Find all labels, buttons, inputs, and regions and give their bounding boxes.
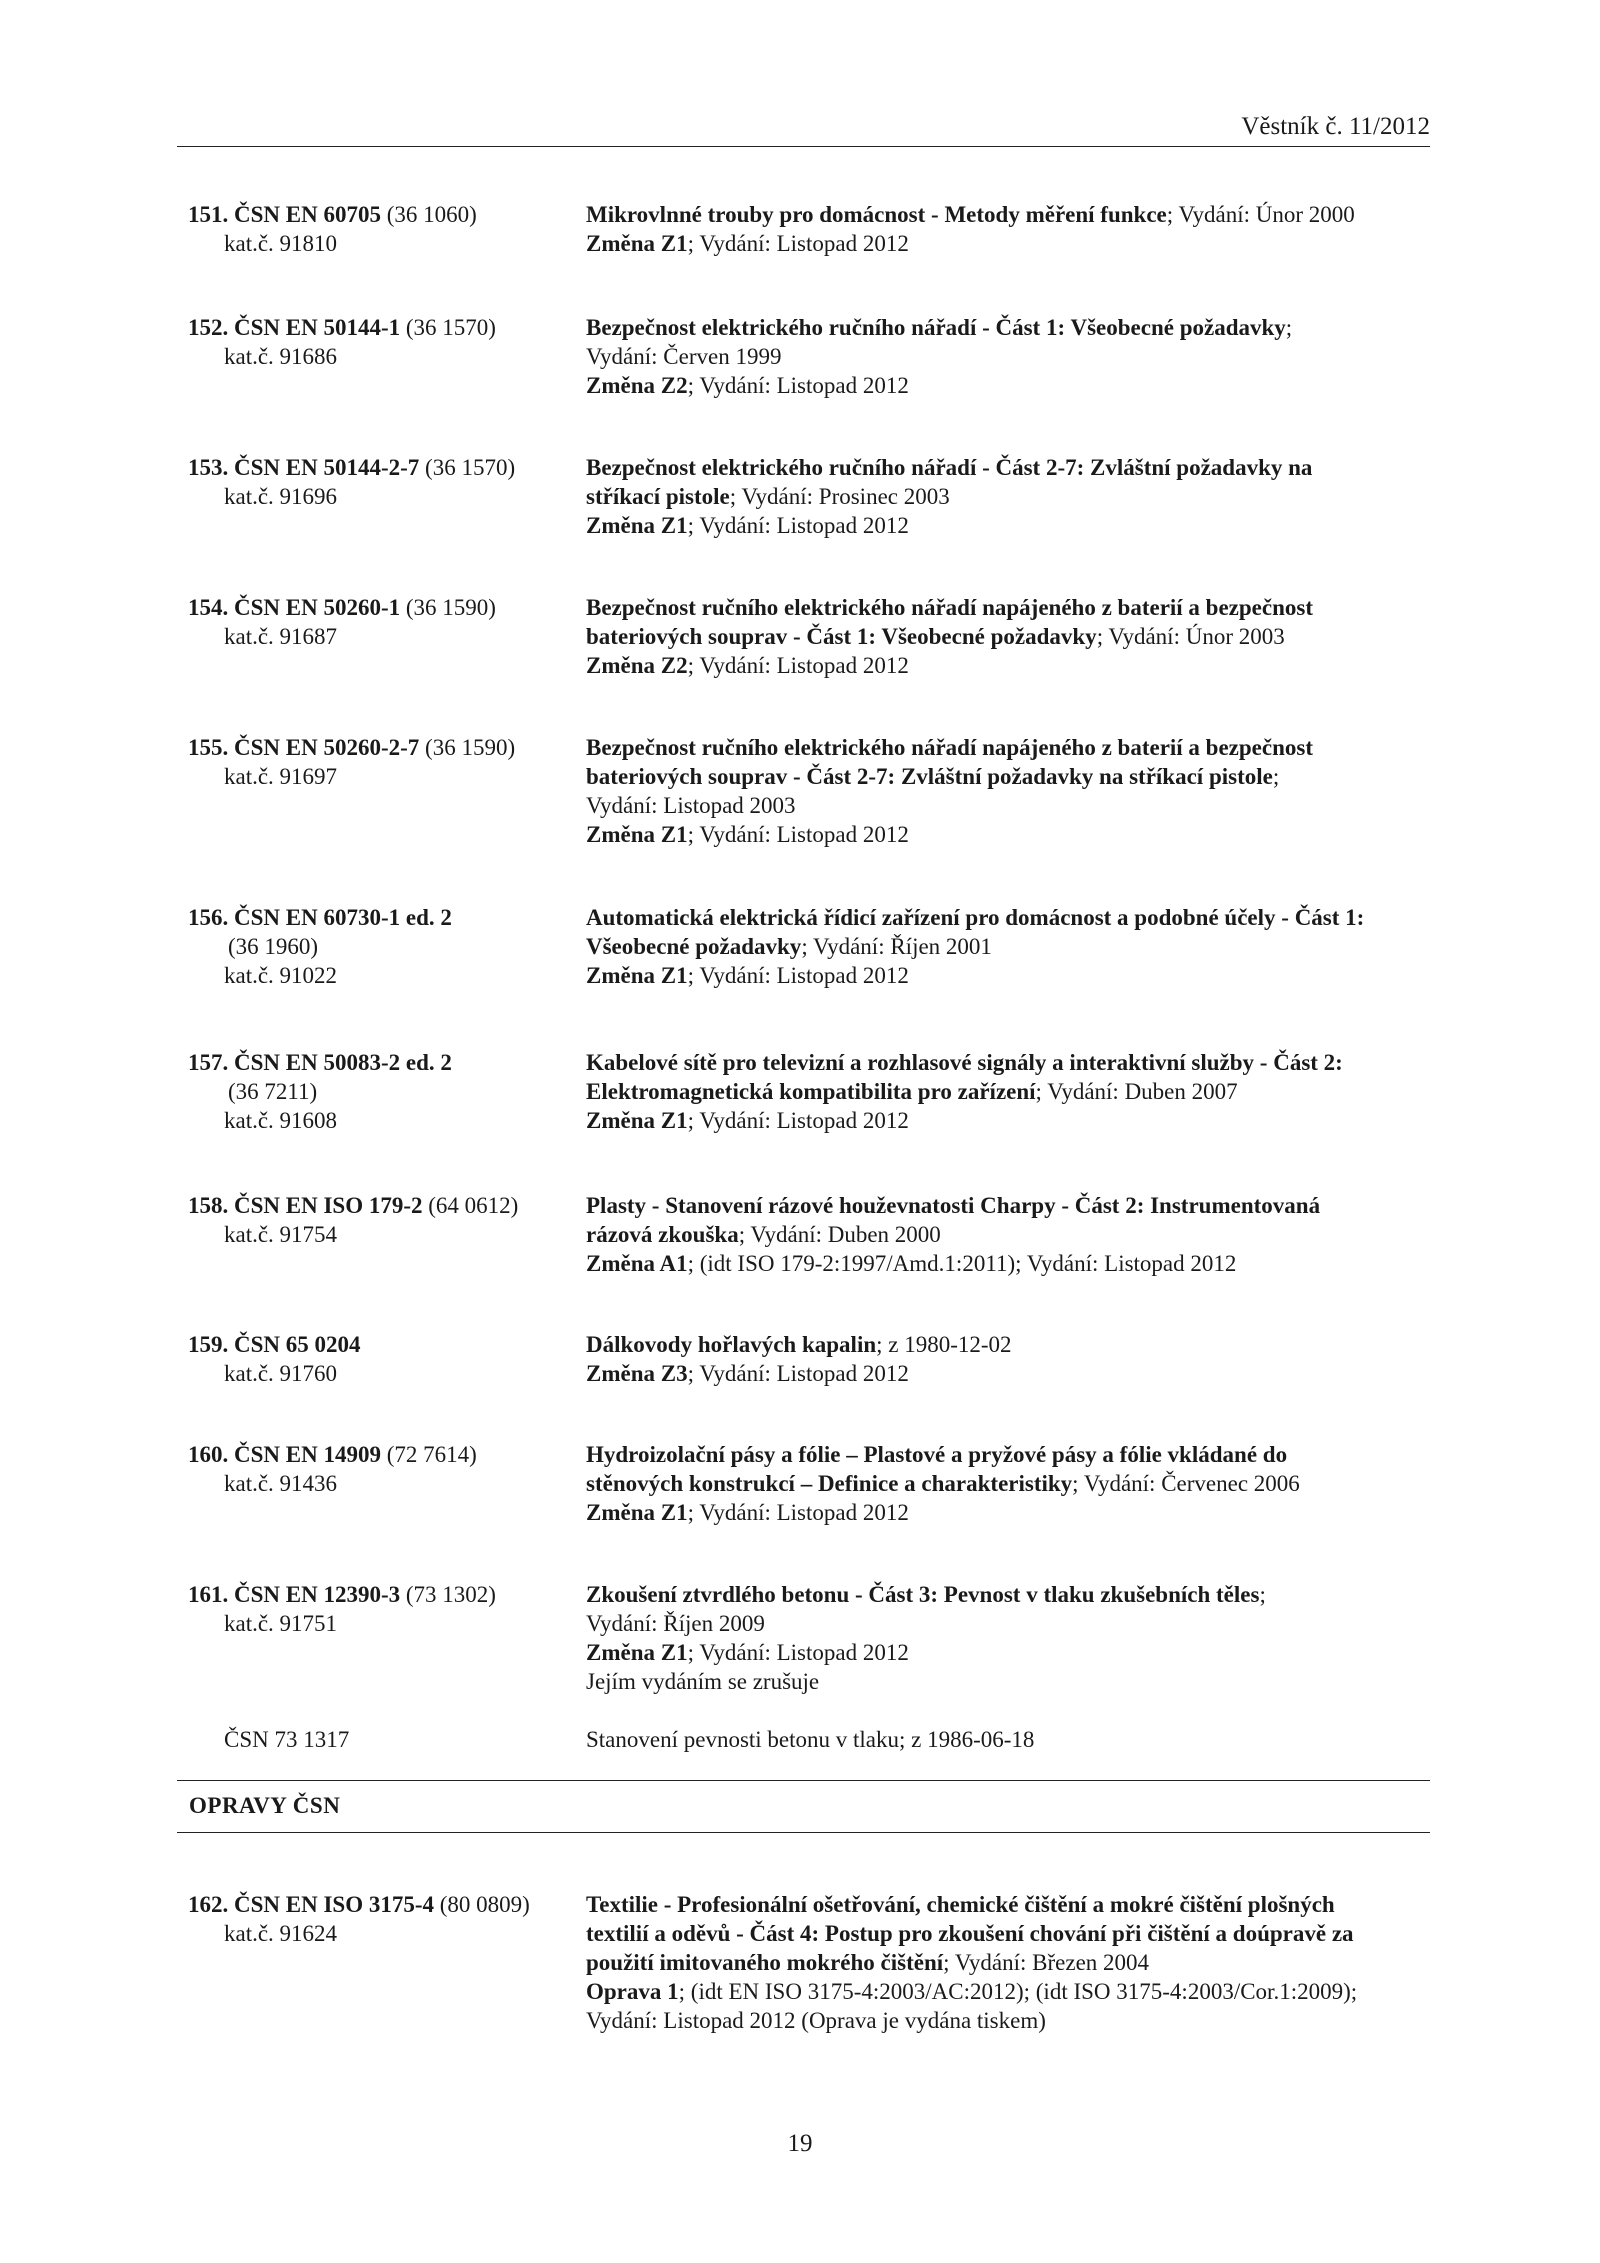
description-line (586, 229, 1426, 258)
standard-designation (188, 313, 583, 371)
description-line (586, 622, 1426, 651)
plain-text: ; Vydání: Listopad 2012 (687, 1640, 909, 1665)
plain-text: ; (1272, 764, 1280, 789)
plain-text: ; (1259, 1582, 1266, 1607)
standard-designation (188, 1890, 583, 1948)
description-line (586, 593, 1426, 622)
bold-text: Změna A1 (586, 1251, 688, 1276)
plain-text: ; (idt EN ISO 3175-4:2003/AC:2012); (idt ISO 3175-4:2003/Cor.1:2009); (678, 1979, 1358, 2004)
description-line (586, 1077, 1426, 1106)
bold-text: 155. ČSN EN 50260-2-7 (188, 735, 420, 760)
designation-line (188, 1890, 583, 1919)
plain-text: Jejím vydáním se zrušuje (586, 1669, 820, 1694)
description-line (586, 791, 1426, 820)
description-line (586, 1609, 1426, 1638)
plain-text: (36 1570) (400, 315, 496, 340)
standard-description (586, 1890, 1426, 2035)
standard-description (586, 1440, 1426, 1527)
designation-line (188, 1696, 583, 1725)
designation-line (188, 1919, 583, 1948)
description-line (586, 453, 1426, 482)
bold-text: Změna Z1 (586, 963, 688, 988)
plain-text: (73 1302) (400, 1582, 496, 1607)
bold-text: Mikrovlnné trouby pro domácnost - Metody měření funkce (586, 202, 1167, 227)
plain-text: ; Vydání: Říjen 2001 (801, 934, 992, 959)
designation-line (188, 1220, 583, 1249)
plain-text: ; Vydání: Březen 2004 (943, 1950, 1150, 1975)
plain-text: (36 1570) (419, 455, 516, 480)
bold-text: rázová zkouška (586, 1222, 739, 1247)
description-line (586, 932, 1426, 961)
description-line (586, 1359, 1426, 1388)
plain-text: Stanovení pevnosti betonu v tlaku; z 1986-06-18 (586, 1727, 1035, 1752)
plain-text: ; Vydání: Listopad 2012 (687, 1361, 909, 1386)
bold-text: Zkoušení ztvrdlého betonu - Část 3: Pevnost v tlaku zkušebních těles (586, 1582, 1260, 1607)
bold-text: 162. ČSN EN ISO 3175-4 (188, 1892, 435, 1917)
standard-designation (188, 593, 583, 651)
plain-text: kat.č. 91751 (224, 1611, 338, 1636)
bold-text: 158. ČSN EN ISO 179-2 (188, 1193, 423, 1218)
description-line (586, 651, 1426, 680)
section-title: OPRAVY ČSN (189, 1793, 341, 1818)
bold-text: Kabelové sítě pro televizní a rozhlasové signály a interaktivní služby - Část 2: (586, 1050, 1343, 1075)
plain-text: (72 7614) (380, 1442, 477, 1467)
description-line (586, 1469, 1426, 1498)
description-line (586, 342, 1426, 371)
bold-text: Plasty - Stanovení rázové houževnatosti Charpy - Část 2: Instrumentovaná (586, 1193, 1321, 1218)
designation-line (188, 622, 583, 651)
plain-text: (36 1060) (380, 202, 477, 227)
bold-text: Změna Z2 (586, 373, 688, 398)
designation-line (188, 903, 583, 932)
plain-text: (36 1960) (228, 934, 319, 959)
bold-text: Změna Z2 (586, 653, 688, 678)
bold-text: 154. ČSN EN 50260-1 (188, 595, 401, 620)
bold-text: Bezpečnost elektrického ručního nářadí - Část 1: Všeobecné požadavky (586, 315, 1286, 340)
standard-designation (188, 1440, 583, 1498)
plain-text: ; z 1980-12-02 (876, 1332, 1012, 1357)
plain-text: kat.č. 91608 (224, 1108, 338, 1133)
description-line (586, 1667, 1426, 1696)
description-line (586, 371, 1426, 400)
standard-designation (188, 733, 583, 791)
bold-text: Změna Z1 (586, 822, 688, 847)
designation-line (188, 1330, 583, 1359)
description-line (586, 1977, 1426, 2006)
bold-text: Všeobecné požadavky (586, 934, 802, 959)
standard-description (586, 313, 1426, 400)
designation-line (188, 1106, 583, 1135)
bold-text: 161. ČSN EN 12390-3 (188, 1582, 401, 1607)
plain-text: ; Vydání: Listopad 2012 (687, 1108, 909, 1133)
bold-text: Změna Z3 (586, 1361, 688, 1386)
standard-designation (188, 1191, 583, 1249)
bold-text: 156. ČSN EN 60730-1 ed. 2 (188, 905, 452, 930)
plain-text: Vydání: Listopad 2003 (586, 793, 796, 818)
description-line (586, 1440, 1426, 1469)
corrections-section-header (177, 1780, 1430, 1833)
designation-line (188, 593, 583, 622)
plain-text: ; Vydání: Listopad 2012 (687, 963, 909, 988)
plain-text: ; (idt ISO 179-2:1997/Amd.1:2011); Vydání: Listopad 2012 (687, 1251, 1237, 1276)
plain-text: ; Vydání: Listopad 2012 (687, 373, 909, 398)
description-line (586, 200, 1426, 229)
designation-line (188, 1609, 583, 1638)
description-line (586, 1048, 1426, 1077)
header-rule (177, 146, 1430, 147)
page-number: 19 (787, 2130, 813, 2157)
plain-text: kat.č. 91687 (224, 624, 338, 649)
description-line (586, 1498, 1426, 1527)
plain-text: kat.č. 91697 (224, 764, 338, 789)
bold-text: Změna Z1 (586, 513, 688, 538)
standard-description (586, 1191, 1426, 1278)
description-line (586, 1249, 1426, 1278)
designation-line (188, 1638, 583, 1667)
bold-text: 152. ČSN EN 50144-1 (188, 315, 401, 340)
bold-text: textilií a oděvů - Část 4: Postup pro zkoušení chování při čištění a doúpravě za (586, 1921, 1354, 1946)
description-line (586, 762, 1426, 791)
designation-line (188, 1580, 583, 1609)
description-line (586, 733, 1426, 762)
bold-text: Bezpečnost elektrického ručního nářadí - Část 2-7: Zvláštní požadavky na (586, 455, 1313, 480)
designation-line (188, 961, 583, 990)
bold-text: Textilie - Profesionální ošetřování, chemické čištění a mokré čištění plošných (586, 1892, 1335, 1917)
standard-description (586, 1580, 1426, 1754)
standard-description (586, 1048, 1426, 1135)
bulletin-header-title: Věstník č. 11/2012 (1241, 113, 1430, 140)
bold-text: bateriových souprav - Část 1: Všeobecné požadavky (586, 624, 1097, 649)
plain-text: Vydání: Listopad 2012 (Oprava je vydána tiskem) (586, 2008, 1046, 2033)
bold-text: Hydroizolační pásy a fólie – Plastové a pryžové pásy a fólie vkládané do (586, 1442, 1288, 1467)
plain-text: ČSN 73 1317 (224, 1727, 350, 1752)
bold-text: bateriových souprav - Část 2-7: Zvláštní požadavky na stříkací pistole (586, 764, 1273, 789)
plain-text: ; Vydání: Únor 2003 (1096, 624, 1285, 649)
designation-line (188, 229, 583, 258)
plain-text: ; Vydání: Listopad 2012 (687, 653, 909, 678)
standard-designation (188, 1580, 583, 1754)
description-line (586, 1191, 1426, 1220)
description-line (586, 313, 1426, 342)
plain-text: Vydání: Červen 1999 (586, 344, 782, 369)
description-line (586, 903, 1426, 932)
description-line (586, 511, 1426, 540)
designation-line (188, 482, 583, 511)
designation-line (188, 1469, 583, 1498)
designation-line (188, 1191, 583, 1220)
plain-text: kat.č. 91022 (224, 963, 338, 988)
standard-description (586, 903, 1426, 990)
plain-text: kat.č. 91810 (224, 231, 338, 256)
description-line (586, 820, 1426, 849)
plain-text: kat.č. 91754 (224, 1222, 338, 1247)
description-line (586, 1696, 1426, 1725)
description-line (586, 1948, 1426, 1977)
plain-text: (36 1590) (400, 595, 496, 620)
plain-text: (36 7211) (228, 1079, 318, 1104)
bold-text: Změna Z1 (586, 1108, 688, 1133)
designation-line (188, 733, 583, 762)
bold-text: Bezpečnost ručního elektrického nářadí napájeného z baterií a bezpečnost (586, 595, 1314, 620)
bold-text: Automatická elektrická řídicí zařízení pro domácnost a podobné účely - Část 1: (586, 905, 1365, 930)
standard-description (586, 733, 1426, 849)
description-line (586, 1330, 1426, 1359)
description-line (586, 1725, 1426, 1754)
description-line (586, 1220, 1426, 1249)
plain-text: (80 0809) (434, 1892, 530, 1917)
plain-text: ; Vydání: Listopad 2012 (687, 231, 909, 256)
designation-line (188, 932, 583, 961)
standard-designation (188, 200, 583, 258)
standard-description (586, 1330, 1426, 1388)
designation-line (188, 342, 583, 371)
plain-text: ; Vydání: Duben 2000 (738, 1222, 941, 1247)
standard-description (586, 453, 1426, 540)
bold-text: Bezpečnost ručního elektrického nářadí napájeného z baterií a bezpečnost (586, 735, 1314, 760)
standard-description (586, 593, 1426, 680)
plain-text: ; Vydání: Únor 2000 (1166, 202, 1355, 227)
bold-text: Dálkovody hořlavých kapalin (586, 1332, 877, 1357)
plain-text: (64 0612) (422, 1193, 519, 1218)
designation-line (188, 1725, 583, 1754)
designation-line (188, 200, 583, 229)
bold-text: Změna Z1 (586, 1500, 688, 1525)
plain-text: Vydání: Říjen 2009 (586, 1611, 765, 1636)
description-line (586, 2006, 1426, 2035)
plain-text: (36 1590) (419, 735, 516, 760)
description-line (586, 1580, 1426, 1609)
bold-text: Změna Z1 (586, 231, 688, 256)
standard-designation (188, 903, 583, 990)
designation-line (188, 1440, 583, 1469)
designation-line (188, 313, 583, 342)
bold-text: 151. ČSN EN 60705 (188, 202, 381, 227)
bold-text: Elektromagnetická kompatibilita pro zařízení (586, 1079, 1036, 1104)
standard-description (586, 200, 1426, 258)
description-line (586, 1919, 1426, 1948)
designation-line (188, 1359, 583, 1388)
plain-text: kat.č. 91624 (224, 1921, 338, 1946)
standard-designation (188, 1048, 583, 1135)
bold-text: stříkací pistole (586, 484, 730, 509)
bold-text: 157. ČSN EN 50083-2 ed. 2 (188, 1050, 452, 1075)
plain-text: kat.č. 91436 (224, 1471, 338, 1496)
bold-text: Změna Z1 (586, 1640, 688, 1665)
plain-text: ; Vydání: Prosinec 2003 (729, 484, 950, 509)
description-line (586, 1890, 1426, 1919)
section-rule-bottom (177, 1832, 1430, 1833)
plain-text: ; Vydání: Duben 2007 (1035, 1079, 1238, 1104)
plain-text: ; Vydání: Listopad 2012 (687, 822, 909, 847)
bold-text: stěnových konstrukcí – Definice a charakteristiky (586, 1471, 1073, 1496)
description-line (586, 1638, 1426, 1667)
plain-text: kat.č. 91686 (224, 344, 338, 369)
bold-text: 160. ČSN EN 14909 (188, 1442, 381, 1467)
bold-text: použití imitovaného mokrého čištění (586, 1950, 944, 1975)
standard-designation (188, 1330, 583, 1388)
designation-line (188, 1667, 583, 1696)
description-line (586, 961, 1426, 990)
designation-line (188, 453, 583, 482)
plain-text: ; Vydání: Červenec 2006 (1072, 1471, 1300, 1496)
description-line (586, 1106, 1426, 1135)
plain-text: ; Vydání: Listopad 2012 (687, 513, 909, 538)
description-line (586, 482, 1426, 511)
bold-text: Oprava 1 (586, 1979, 679, 2004)
plain-text: kat.č. 91696 (224, 484, 338, 509)
standard-designation (188, 453, 583, 511)
designation-line (188, 1048, 583, 1077)
designation-line (188, 762, 583, 791)
plain-text: ; (1285, 315, 1293, 340)
bold-text: 159. ČSN 65 0204 (188, 1332, 361, 1357)
designation-line (188, 1077, 583, 1106)
plain-text: kat.č. 91760 (224, 1361, 338, 1386)
plain-text: ; Vydání: Listopad 2012 (687, 1500, 909, 1525)
bold-text: 153. ČSN EN 50144-2-7 (188, 455, 420, 480)
